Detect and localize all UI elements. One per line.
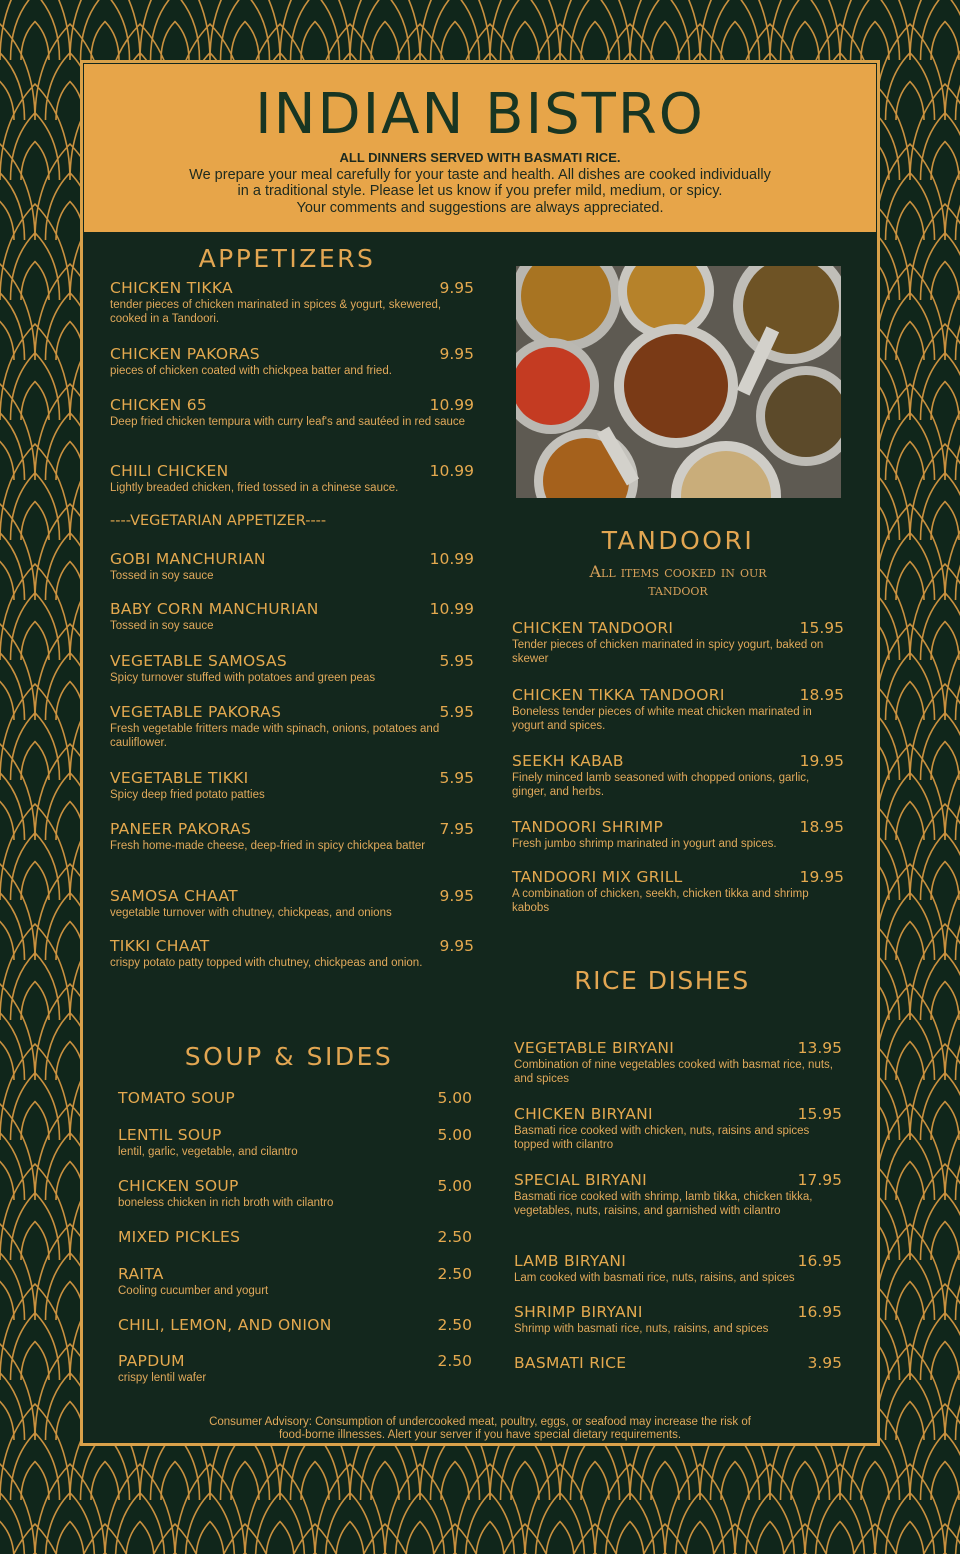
menu-item xyxy=(514,1252,842,1285)
menu-item xyxy=(110,345,474,378)
menu-item-description: Combination of nine vegetables cooked with basmat rice, nuts, and spices xyxy=(514,1059,833,1085)
menu-item-description: lentil, garlic, vegetable, and cilantro xyxy=(118,1146,298,1158)
menu-item xyxy=(110,600,474,633)
menu-item-price: 19.95 xyxy=(799,752,844,770)
menu-item-price: 5.00 xyxy=(437,1177,472,1195)
menu-item-description: Spicy deep fried potato patties xyxy=(110,789,265,801)
menu-item-name: BASMATI RICE xyxy=(514,1354,627,1372)
menu-item-name: SHRIMP BIRYANI xyxy=(514,1303,643,1321)
menu-item-description: Lightly breaded chicken, fried tossed in a chinese sauce. xyxy=(110,482,399,494)
menu-item-name: GOBI MANCHURIAN xyxy=(110,550,266,568)
menu-item-name: CHICKEN BIRYANI xyxy=(514,1105,653,1123)
menu-item-price: 9.95 xyxy=(439,937,474,955)
menu-item xyxy=(118,1352,472,1385)
restaurant-title: INDIAN BISTRO xyxy=(255,82,705,147)
menu-item-description: Boneless tender pieces of white meat chicken marinated in yogurt and spices. xyxy=(512,706,812,732)
appetizers-section xyxy=(110,244,474,273)
menu-item-price: 2.50 xyxy=(437,1352,472,1370)
menu-item-price: 10.99 xyxy=(429,396,474,414)
menu-item-name: TANDOORI MIX GRILL xyxy=(512,868,683,886)
tandoori-subtitle xyxy=(512,563,844,599)
menu-item-name: SAMOSA CHAAT xyxy=(110,887,238,905)
menu-item-name: CHILI CHICKEN xyxy=(110,462,229,480)
rice-title: RICE DISHES xyxy=(574,966,750,995)
menu-item xyxy=(110,652,474,685)
appetizers-title: APPETIZERS xyxy=(198,244,376,273)
menu-item-name: VEGETABLE SAMOSAS xyxy=(110,652,288,670)
menu-item-description: crispy potato patty topped with chutney, chickpeas and onion. xyxy=(110,957,423,969)
curry-bowls-image xyxy=(516,266,841,498)
menu-item-price: 18.95 xyxy=(799,818,844,836)
menu-item-name: CHICKEN SOUP xyxy=(118,1177,239,1195)
menu-item-description: Fresh jumbo shrimp marinated in yogurt and spices. xyxy=(512,838,777,850)
menu-item xyxy=(110,396,474,429)
menu-item-price: 7.95 xyxy=(439,820,474,838)
menu-item-description: Deep fried chicken tempura with curry leaf's and sautéed in red sauce xyxy=(110,416,466,428)
menu-item-description: Spicy turnover stuffed with potatoes and green peas xyxy=(110,672,376,684)
menu-item xyxy=(118,1089,472,1107)
menu-item-description: Fresh home-made cheese, deep-fried in spicy chickpea batter xyxy=(110,840,426,852)
rice-section xyxy=(512,966,812,995)
menu-item-name: SEEKH KABAB xyxy=(512,752,624,770)
menu-item xyxy=(118,1265,472,1298)
consumer-advisory xyxy=(110,1416,850,1442)
menu-item xyxy=(110,937,474,970)
vegetarian-appetizer-heading: ----VEGETARIAN APPETIZER---- xyxy=(110,513,327,529)
menu-item xyxy=(514,1171,842,1218)
menu-item-description: Finely minced lamb seasoned with chopped onions, garlic, ginger, and herbs. xyxy=(512,772,810,798)
menu-item-description: Basmati rice cooked with shrimp, lamb tikka, chicken tikka, vegetables, nuts, raisins, and garnished with cilantro xyxy=(514,1191,813,1217)
menu-item xyxy=(512,818,844,851)
menu-item-description: pieces of chicken coated with chickpea batter and fried. xyxy=(110,365,392,377)
menu-item xyxy=(118,1126,472,1159)
menu-item-price: 9.95 xyxy=(439,345,474,363)
menu-item xyxy=(118,1177,472,1210)
soups-section xyxy=(118,1042,472,1071)
menu-header xyxy=(84,64,876,232)
menu-item xyxy=(514,1303,842,1336)
menu-item-name: CHICKEN 65 xyxy=(110,396,208,414)
menu-item-price: 2.50 xyxy=(437,1316,472,1334)
menu-item-description: Tossed in soy sauce xyxy=(110,620,214,632)
menu-item-name: MIXED PICKLES xyxy=(118,1228,241,1246)
menu-item-name: CHICKEN TANDOORI xyxy=(512,619,674,637)
menu-item-price: 9.95 xyxy=(439,887,474,905)
menu-item xyxy=(512,868,844,915)
menu-item-name: TOMATO SOUP xyxy=(118,1089,236,1107)
menu-item xyxy=(110,769,474,802)
tandoori-subtitle-line-2: tandoor xyxy=(648,580,708,599)
menu-item-price: 10.99 xyxy=(429,550,474,568)
menu-item xyxy=(512,619,844,666)
menu-item-price: 15.95 xyxy=(799,619,844,637)
menu-item-name: SPECIAL BIRYANI xyxy=(514,1171,648,1189)
menu-item-price: 17.95 xyxy=(797,1171,842,1189)
menu-item-description: Tender pieces of chicken marinated in spicy yogurt, baked on skewer xyxy=(512,639,824,665)
menu-item xyxy=(110,550,474,583)
menu-item-name: VEGETABLE PAKORAS xyxy=(110,703,282,721)
menu-item-description: Fresh vegetable fritters made with spinach, onions, potatoes and cauliflower. xyxy=(110,723,440,749)
menu-item-price: 3.95 xyxy=(807,1354,842,1372)
menu-item-price: 2.50 xyxy=(437,1265,472,1283)
intro-line-2: We prepare your meal carefully for your taste and health. All dishes are cooked individually xyxy=(189,166,771,183)
menu-item-name: PAPDUM xyxy=(118,1352,185,1370)
menu-item xyxy=(514,1354,842,1372)
menu-item-description: vegetable turnover with chutney, chickpeas, and onions xyxy=(110,907,392,919)
menu-item-name: LENTIL SOUP xyxy=(118,1126,222,1144)
intro-text xyxy=(84,150,876,216)
menu-item-name: VEGETABLE BIRYANI xyxy=(514,1039,675,1057)
menu-item xyxy=(110,820,474,853)
menu-item-name: LAMB BIRYANI xyxy=(514,1252,627,1270)
tandoori-subtitle-line-1: All items cooked in our xyxy=(589,562,767,581)
menu-item-price: 5.95 xyxy=(439,652,474,670)
menu-item xyxy=(110,462,474,495)
menu-item-price: 5.00 xyxy=(437,1126,472,1144)
menu-item xyxy=(110,279,474,326)
menu-item-price: 16.95 xyxy=(797,1252,842,1270)
menu-item-description: Tossed in soy sauce xyxy=(110,570,214,582)
menu-item-name: CHICKEN PAKORAS xyxy=(110,345,260,363)
soups-title: SOUP & SIDES xyxy=(184,1042,394,1071)
menu-item xyxy=(512,686,844,733)
menu-item-name: BABY CORN MANCHURIAN xyxy=(110,600,319,618)
menu-item-price: 10.99 xyxy=(429,600,474,618)
menu-item-description: A combination of chicken, seekh, chicken tikka and shrimp kabobs xyxy=(512,888,809,914)
menu-item-name: CHICKEN TIKKA TANDOORI xyxy=(512,686,725,704)
menu-item-price: 5.95 xyxy=(439,769,474,787)
intro-line-4: Your comments and suggestions are always appreciated. xyxy=(296,199,664,216)
tandoori-title: TANDOORI xyxy=(601,526,755,555)
menu-item-name: PANEER PAKORAS xyxy=(110,820,252,838)
menu-item-name: CHILI, LEMON, AND ONION xyxy=(118,1316,332,1334)
menu-item-price: 9.95 xyxy=(439,279,474,297)
menu-item-name: RAITA xyxy=(118,1265,164,1283)
menu-item-price: 5.00 xyxy=(437,1089,472,1107)
menu-item xyxy=(110,887,474,920)
menu-item-price: 13.95 xyxy=(797,1039,842,1057)
tandoori-section xyxy=(512,526,844,599)
menu-item-name: VEGETABLE TIKKI xyxy=(110,769,249,787)
menu-item xyxy=(514,1105,842,1152)
menu-item-price: 5.95 xyxy=(439,703,474,721)
menu-item-name: TANDOORI SHRIMP xyxy=(512,818,664,836)
menu-item-name: CHICKEN TIKKA xyxy=(110,279,233,297)
menu-item-price: 16.95 xyxy=(797,1303,842,1321)
intro-line-1: ALL DINNERS SERVED WITH BASMATI RICE. xyxy=(339,150,621,165)
intro-line-3: in a traditional style. Please let us know if you prefer mild, medium, or spicy. xyxy=(237,183,723,199)
menu-item-description: tender pieces of chicken marinated in spices & yogurt, skewered, cooked in a Tandoori. xyxy=(110,299,442,325)
advisory-line-1: Consumer Advisory: Consumption of undercooked meat, poultry, eggs, or seafood may increase the risk of xyxy=(209,1416,751,1428)
menu-item-name: TIKKI CHAAT xyxy=(110,937,210,955)
menu-item xyxy=(512,752,844,799)
advisory-line-2: food-borne illnesses. Alert your server if you have special dietary requirements. xyxy=(278,1429,682,1441)
menu-item xyxy=(110,703,474,750)
menu-item-description: Basmati rice cooked with chicken, nuts, raisins and spices topped with cilantro xyxy=(514,1125,810,1151)
menu-item-price: 18.95 xyxy=(799,686,844,704)
menu-item-price: 19.95 xyxy=(799,868,844,886)
menu-item-description: crispy lentil wafer xyxy=(118,1372,207,1384)
menu-item xyxy=(118,1228,472,1246)
menu-item-price: 15.95 xyxy=(797,1105,842,1123)
menu-item xyxy=(514,1039,842,1086)
menu-item-description: Lam cooked with basmati rice, nuts, raisins, and spices xyxy=(514,1272,795,1284)
menu-item-price: 2.50 xyxy=(437,1228,472,1246)
menu-item-price: 10.99 xyxy=(429,462,474,480)
menu-item xyxy=(118,1316,472,1334)
menu-item-description: boneless chicken in rich broth with cilantro xyxy=(118,1197,334,1209)
menu-item-description: Cooling cucumber and yogurt xyxy=(118,1285,269,1297)
menu-item-description: Shrimp with basmati rice, nuts, raisins, and spices xyxy=(514,1323,769,1335)
food-photo xyxy=(516,266,841,498)
